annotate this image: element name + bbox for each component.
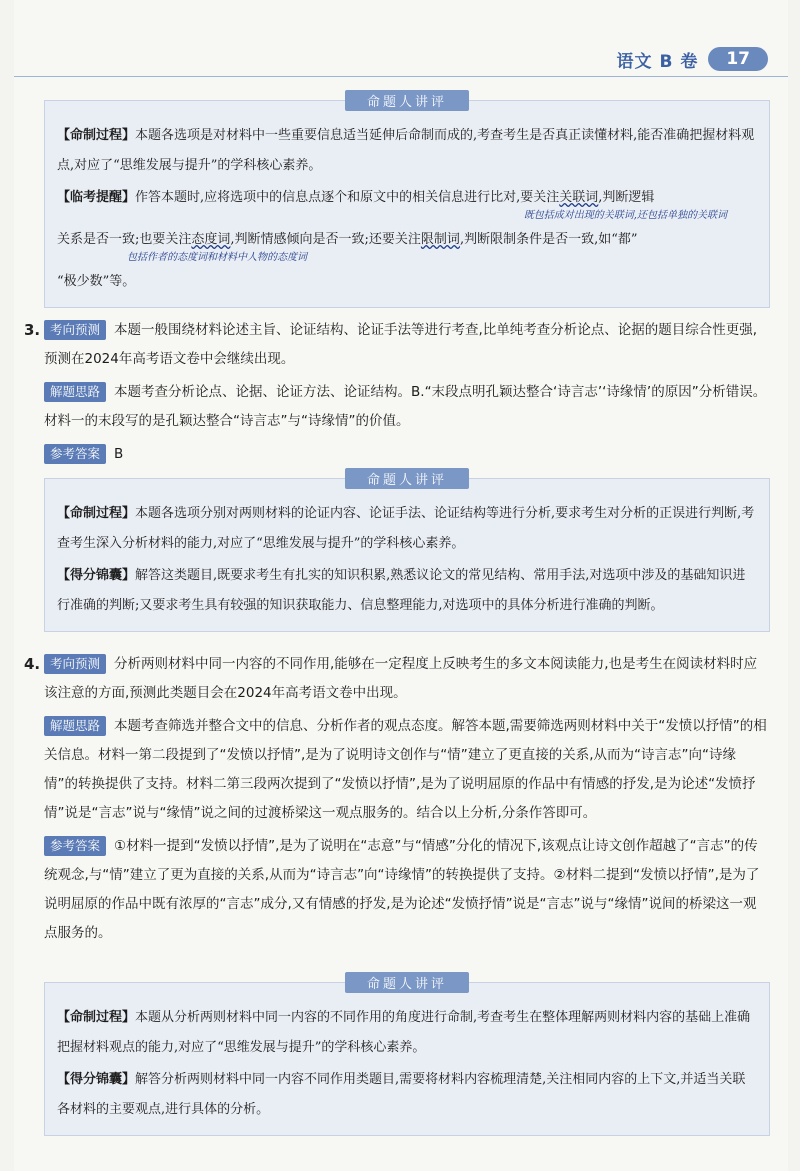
forecast-paragraph [44, 316, 768, 374]
forecast-paragraph [44, 650, 768, 708]
tips-label: 【得分锦囊】 [57, 568, 136, 583]
page-number: 17 [708, 47, 768, 71]
reminder-text-e: ,判断限制条件是否一致,如“都” [459, 232, 638, 247]
tips-text: 解答这类题目,既要求考生有扎实的知识积累,熟悉议论文的常见结构、常用手法,对选项中涉及的基础知识进行准确的判断;又要求考生具有较强的知识获取能力、信息整理能力,对选项中的具体分析进行准确的判断。 [57, 568, 746, 613]
answer-text: B [114, 446, 124, 462]
commentary-title: 命题人讲评 [345, 972, 469, 993]
commentary-title: 命题人讲评 [345, 468, 469, 489]
process-label: 【命制过程】 [57, 1010, 136, 1025]
commentary-box-3 [44, 977, 770, 1136]
process-text: 本题各选项是对材料中一些重要信息适当延伸后命制而成的,考查考生是否真正读懂材料,能否准确把握材料观点,对应了“思维发展与提升”的学科核心素养。 [57, 128, 755, 173]
commentary-box-2 [44, 473, 770, 632]
process-text: 本题从分析两则材料中同一内容的不同作用的角度进行命制,考查考生在整体理解两则材料内容的基础上准确把握材料观点的能力,对应了“思维发展与提升”的学科核心素养。 [57, 1010, 751, 1055]
approach-paragraph [44, 712, 768, 828]
header-divider [14, 76, 788, 77]
answer-tag: 参考答案 [44, 444, 106, 464]
commentary-title: 命题人讲评 [345, 90, 469, 111]
process-label: 【命制过程】 [57, 128, 136, 143]
approach-text: 本题考查分析论点、论据、论证方法、论证结构。B.“末段点明孔颖达整合‘诗言志’‘诗缘情’的原因”分析错误。材料一的末段写的是孔颖达整合“诗言志”与“诗缘情”的价值。 [44, 384, 767, 429]
process-paragraph [57, 499, 757, 559]
page-header [617, 44, 768, 74]
page [14, 0, 788, 1171]
answer-text: ①材料一提到“发愤以抒情”,是为了说明在“志意”与“情感”分化的情况下,该观点让诗文创作超越了“言志”的传统观念,与“情”建立了更为直接的关系,从而为“诗言志”向“诗缘情”的转换提供了支持。②材料二提到“发愤以抒情”,是为了说明屈原的作品中既有浓厚的“言志”成分,又有情感的抒发,是为论述“发愤抒情”说是“言志”说与“缘情”说间的桥梁这一观点服务的。 [44, 838, 760, 941]
answer-paragraph [44, 832, 768, 948]
approach-tag: 解题思路 [44, 716, 106, 736]
forecast-tag: 考向预测 [44, 654, 106, 674]
question-number: 4. [24, 655, 41, 673]
tips-paragraph [57, 1065, 757, 1125]
reminder-text-c: 关系是否一致;也要关注 [57, 232, 192, 247]
approach-text: 本题考查筛选并整合文中的信息、分析作者的观点态度。解答本题,需要筛选两则材料中关于“发愤以抒情”的相关信息。材料一第二段提到了“发愤以抒情”,是为了说明诗文创作与“情”建立了更直接的关系,从而为“诗言志”向“诗缘情”的转换提供了支持。材料二第三段两次提到了“发愤以抒情”,是为了说明屈原的作品中有情感的抒发,是为论述“发愤抒情”说是“言志”说与“缘情”说之间的过渡桥梁这一观点服务的。结合以上分析,分条作答即可。 [44, 718, 767, 821]
question-4 [24, 650, 768, 952]
tips-text: 解答分析两则材料中同一内容不同作用类题目,需要将材料内容梳理清楚,关注相同内容的上下文,并适当关联各材料的主要观点,进行具体的分析。 [57, 1072, 746, 1117]
question-number: 3. [24, 321, 41, 339]
answer-tag: 参考答案 [44, 836, 106, 856]
commentary-box-1 [44, 95, 770, 308]
approach-tag: 解题思路 [44, 382, 106, 402]
reminder-text-a: 作答本题时,应将选项中的信息点逐个和原文中的相关信息进行比对,要关注 [135, 190, 560, 205]
reminder-text-f: “极少数”等。 [57, 274, 136, 289]
approach-paragraph [44, 378, 768, 436]
tips-label: 【得分锦囊】 [57, 1072, 136, 1087]
reminder-text-b: ,判断逻辑 [598, 190, 655, 205]
answer-paragraph [44, 440, 768, 469]
keyword-attitude: 态度词 [191, 232, 231, 247]
reminder-label: 【临考提醒】 [57, 190, 136, 205]
process-paragraph [57, 121, 757, 181]
question-3 [24, 316, 768, 473]
reminder-paragraph [57, 183, 757, 297]
reminder-text-d: ,判断情感倾向是否一致;还要关注 [230, 232, 421, 247]
process-paragraph [57, 1003, 757, 1063]
forecast-tag: 考向预测 [44, 320, 106, 340]
forecast-text: 本题一般围绕材料论述主旨、论证结构、论证手法等进行考查,比单纯考查分析论点、论据的题目综合性更强,预测在2024年高考语文卷中会继续出现。 [44, 322, 758, 367]
tips-paragraph [57, 561, 757, 621]
process-text: 本题各选项分别对两则材料的论证内容、论证手法、论证结构等进行分析,要求考生对分析的正误进行判断,考查考生深入分析材料的能力,对应了“思维发展与提升”的学科核心素养。 [57, 506, 755, 551]
process-label: 【命制过程】 [57, 506, 136, 521]
keyword-conjunction: 关联词 [559, 190, 599, 205]
keyword-limit: 限制词 [420, 232, 460, 247]
forecast-text: 分析两则材料中同一内容的不同作用,能够在一定程度上反映考生的多文本阅读能力,也是考生在阅读材料时应该注意的方面,预测此类题目会在2024年高考语文卷中出现。 [44, 656, 758, 701]
book-title: 语文 B 卷 [616, 51, 699, 72]
handwritten-note-2: 包括作者的态度词和材料中人物的态度词 [127, 252, 307, 263]
handwritten-note-1: 既包括成对出现的关联词,还包括单独的关联词 [523, 210, 727, 221]
